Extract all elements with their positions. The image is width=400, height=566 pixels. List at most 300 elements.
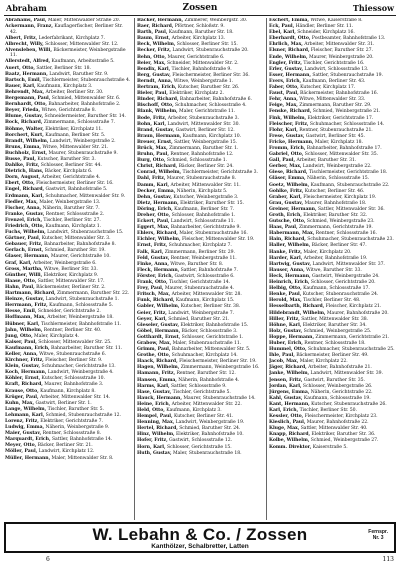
entry-details: Arbeiter, Stubenrauchstraße 3. — [167, 115, 239, 121]
entry-details: Witwe, Baruther Str. 33. — [306, 267, 362, 273]
entry-details: Kutscher, Kirchplatz 17. — [300, 85, 356, 91]
entry-details: Kaufmann, Kirchplatz 3. — [166, 408, 222, 413]
entry-name: Harms, Karl, — [137, 383, 170, 389]
directory-entry — [5, 169, 131, 175]
entry-name: Friedrich, Otto, — [5, 224, 45, 229]
directory-entry — [5, 194, 131, 200]
entry-name: Graber, Karl, — [269, 194, 302, 200]
entry-details: Maurer, Bahnhofstraße 20. — [326, 310, 389, 316]
entry-details: Maurer, Weinbergstraße 20. — [308, 54, 374, 60]
directory-entry — [269, 347, 395, 353]
entry-name: Abrahams, Paul, — [5, 18, 47, 23]
entry-name: Feige, Max, — [269, 103, 298, 109]
directory-entry — [5, 267, 131, 273]
entry-details: Fleischermeister, Kirchplatz 23. — [304, 414, 378, 420]
entry-details: Zimmermann, Weinbergstraße 16. — [180, 365, 260, 371]
entry-details: Zimmermann, Baruther Str. 1. — [169, 145, 239, 151]
directory-entry — [269, 341, 395, 347]
entry-details: Witwe, Mittenwalder Str. 21. — [42, 144, 109, 150]
entry-details: Schlosser, Mittenwalder Str. 35. — [304, 152, 379, 158]
entry-name: Hauck, Hermann, — [137, 395, 182, 401]
entry-name: Eberhardt, Otto, — [269, 36, 311, 42]
entry-name: Höhne, Karl, — [269, 322, 302, 328]
directory-entry — [269, 103, 395, 109]
directory-entry — [269, 311, 395, 317]
entry-name: Faber, Otto, — [269, 85, 299, 91]
entry-details: Arbeiter, Mittenwalder Str. 22. — [171, 401, 242, 407]
entry-name: Albrecht, Willy, — [5, 41, 44, 47]
directory-entry — [137, 451, 263, 457]
entry-name: Kuhn, Max, — [5, 400, 35, 406]
directory-entry — [137, 219, 263, 225]
entry-details: Kutscher, Mittenwalder Str. 3. — [41, 236, 111, 242]
directory-entry — [5, 358, 131, 364]
directory-entry — [137, 30, 263, 36]
entry-name: Becker, Fritz, — [137, 48, 171, 54]
directory-entry — [269, 268, 395, 274]
directory-entry — [5, 200, 131, 206]
entry-name: Eichler, Wilhelm, — [137, 237, 181, 243]
entry-name: Frese, Gustav, — [269, 133, 305, 139]
entry-name: Kant, Hermann, — [269, 401, 310, 407]
entry-details: Sattler, Mittenwalder Str. 36. — [317, 206, 385, 212]
directory-entry — [5, 364, 131, 370]
entry-details: Landwirt, Schlossstraße 11. — [170, 219, 235, 225]
entry-details: Kutscher, Stubenrauchstraße 26. — [311, 401, 387, 407]
entry-name: Hildebrandt, Wilhelm, — [269, 310, 326, 316]
entry-name: Jung, Otto, — [5, 333, 33, 339]
directory-entry — [137, 438, 263, 444]
entry-name: Allerstedt, Alfred, — [5, 59, 51, 65]
entry-details: Rentner, Bahnhofstraße 12. — [170, 152, 234, 158]
entry-name: Fehr, Anna, — [269, 97, 298, 103]
entry-name: Ende, Wilhelm, — [269, 54, 308, 60]
directory-entry — [269, 134, 395, 140]
entry-name: Hinz, Wilhelm, — [137, 432, 175, 438]
directory-entry — [137, 378, 263, 384]
entry-name: Hase, Gustav, — [137, 389, 172, 395]
directory-entry — [137, 213, 263, 219]
entry-name: Dietz, Hermann, — [137, 200, 179, 206]
entry-name: Krause, Otto, — [5, 388, 39, 394]
entry-name: Gebauer, Fritz, — [5, 242, 43, 248]
entry-details: Schuhmacher, Schlossstraße 14. — [309, 121, 385, 127]
entry-details: Kutscher, Stubenrauchstraße 24. — [302, 292, 379, 298]
entry-details: Landwirt, Stubenrauchstraße 15. — [47, 230, 124, 236]
entry-name: Lehmann, Karl, — [5, 412, 45, 418]
entry-details: Schuhmacher, Mittenwalder Str. 9. — [45, 193, 126, 199]
entry-name: Ebel, Karl, — [269, 30, 296, 36]
entry-details: Fleischer, Mittenwalder Str. 19. — [181, 237, 255, 243]
entry-details: Kaiserstraße 5. — [312, 444, 348, 450]
entry-details: Rentner, Schlossstraße 18. — [304, 340, 366, 346]
entry-details: Kaufmann, Kirchplatz 10. — [182, 133, 242, 139]
directory-entry — [5, 24, 131, 35]
entry-details: Zimmermann, Baruther Str. 29. — [299, 103, 372, 109]
entry-details: Kaufmann, Kirchplatz 3. — [36, 83, 93, 89]
directory-entry — [269, 225, 395, 231]
entry-details: Maler, Gerichtstraße 11. — [179, 109, 236, 115]
directory-entry — [5, 370, 131, 376]
entry-name: Karl, Erich, — [269, 408, 299, 413]
directory-entry — [137, 243, 263, 249]
directory-entry — [5, 236, 131, 242]
entry-details: Sattler, Bahnhofstraße 7. — [180, 267, 238, 273]
entry-name: Dietrich, Hans, — [5, 169, 44, 175]
directory-entry — [5, 303, 131, 309]
entry-details: Gastwirt, Schlossstraße 12. — [169, 438, 232, 444]
entry-details: Landwirt, Weinbergstraße 2. — [49, 138, 116, 144]
directory-entry — [269, 140, 395, 146]
entry-name: Lorenz, Fritz, — [5, 419, 39, 424]
entry-name: Bruns, Emma, — [5, 144, 41, 150]
directory-entry — [137, 396, 263, 402]
directory-entry — [137, 426, 263, 432]
entry-details: Schlosser, Bahnhofstraße 1. — [171, 213, 236, 218]
entry-details: Maler, Stubenrauchstraße 18. — [172, 450, 242, 456]
entry-name: Gerber, Max, — [269, 164, 302, 170]
directory-entry — [269, 116, 395, 122]
entry-details: Rentner, Schlossstraße 8. — [42, 431, 101, 437]
entry-name: Hartwig, Gustav, — [269, 261, 312, 267]
directory-entry — [137, 73, 263, 79]
entry-name: Grimm, Paul, — [137, 347, 171, 353]
entry-name: Müller, Hermann, — [5, 455, 51, 461]
directory-entry — [5, 242, 131, 248]
entry-details: Zimmermann, Gerichtstraße 19. — [298, 225, 373, 231]
entry-name: Kieslich, Paul, — [269, 420, 306, 426]
directory-entry — [137, 384, 263, 390]
directory-entry — [137, 207, 263, 213]
entry-details: Schmied, Stubenrauchstraße 12. — [45, 412, 121, 418]
directory-entry — [5, 352, 131, 358]
entry-name: Dehn, Gustav, — [137, 194, 172, 200]
entry-details: Maler, Mittenwalder Str. 8. — [51, 455, 114, 461]
directory-entry — [5, 419, 131, 425]
directory-entry — [269, 109, 395, 115]
page-footer — [6, 556, 394, 565]
entry-details: Sattler, Berliner Str. 18. — [36, 65, 91, 71]
directory-entry — [137, 164, 263, 170]
entry-name: Janke, Wilhelm, — [269, 371, 310, 377]
entry-details: Gastwirt, Berliner Str. 1. — [35, 400, 92, 406]
entry-name: Auert, Otto, — [5, 65, 35, 71]
entry-name: Braun, Hermann, — [137, 133, 182, 139]
entry-details: Schmied, Baruther Str. 24. — [179, 426, 241, 432]
directory-entry — [269, 36, 395, 42]
entry-details: Bahnarbeiter, Bahnhofstraße 2. — [48, 102, 121, 108]
directory-entry — [137, 189, 263, 195]
entry-details: Witwe, Stubenrauchstraße 6. — [39, 351, 107, 357]
entry-name: Bieler, Paul, — [137, 91, 168, 97]
entry-name: Fuchs, Wilhelm, — [5, 230, 46, 236]
entry-name: Engler, Fritz, — [269, 60, 302, 66]
entry-name: Beyer, Frieda, — [5, 108, 41, 114]
directory-entry — [137, 183, 263, 189]
entry-details: Kaufmann, Schlossstraße 17. — [303, 286, 370, 292]
entry-details: Landwirt, Kirchplatz 12. — [38, 449, 95, 455]
entry-details: Kutscher, Berliner Str. 46. — [304, 188, 365, 194]
entry-details: Schlosser, Gerichtstraße 20. — [310, 280, 376, 286]
entry-name: Frey, Paul, — [137, 286, 164, 292]
entry-details: Fleischermeister, Berliner Str. 36. — [172, 72, 250, 78]
directory-entry — [269, 396, 395, 402]
directory-entry — [269, 91, 395, 97]
entry-details: Arbeiter, Bahnhofstraße 21. — [308, 365, 372, 371]
directory-entry — [269, 61, 395, 67]
entry-details: Elektriker, Baruther Str. 36. — [311, 432, 376, 438]
entry-details: Tischler, Berliner Str. 50. — [299, 408, 357, 413]
entry-details: Rentner, Weinbergstraße 11. — [170, 255, 237, 261]
directory-entry — [5, 84, 131, 90]
entry-name: Ernst, Fritz, — [137, 243, 168, 249]
entry-name: Heinze, Gustav, — [5, 297, 45, 303]
entry-name: Bode, Fritz, — [137, 115, 167, 121]
entry-name: Jensen, Fritz, — [269, 377, 303, 383]
entry-name: Fiedler, Max, — [5, 199, 38, 205]
directory-entry — [269, 262, 395, 268]
entry-details: Arbeiter, Kirchplatz 13. — [171, 36, 226, 42]
entry-name: Hahn, Paul, — [5, 284, 35, 290]
directory-entry — [269, 359, 395, 365]
entry-details: Arbeiter, Weinbergstraße 6. — [33, 260, 97, 266]
entry-details: Schneider, Mittenwalder Str. 2. — [167, 60, 239, 66]
entry-details: Kutscher, Schlossstraße 10. — [41, 376, 105, 382]
entry-details: Arbeiter, Berliner Str. 30. — [45, 89, 104, 95]
entry-name: Groth, Erich, — [269, 213, 302, 218]
directory-entry — [137, 280, 263, 286]
entry-details: Gastwirt, Weinbergstraße 24. — [311, 273, 380, 279]
directory-entry — [5, 389, 131, 395]
entry-details: Kaufmann, Berliner Str. 43. — [302, 78, 366, 84]
entry-details: Kaufmann, Kirchplatz 8. — [40, 388, 96, 394]
entry-name: Faust, Paul, — [269, 91, 299, 97]
directory-entry — [5, 395, 131, 401]
header-town-name: Zossen — [182, 3, 218, 13]
directory-entry — [5, 261, 131, 267]
entry-details: Sattler, Stubenrauchstraße 19. — [312, 72, 383, 78]
ad-products: Kanthölzer, Schalbretter, Latten — [151, 543, 249, 550]
directory-entry — [269, 18, 395, 24]
directory-entry — [269, 438, 395, 444]
directory-entry — [5, 151, 131, 157]
entry-name: Henke, Paul, — [269, 292, 302, 298]
entry-name: Conrad, Wilhelm, — [137, 170, 182, 176]
column-1 — [5, 18, 131, 521]
entry-details: Sattler, Schlossstraße 9. — [170, 383, 227, 389]
directory-entry — [137, 103, 263, 109]
entry-name: Huber, Erich, — [269, 340, 303, 346]
entry-name: Berg, Gustav, — [137, 72, 171, 78]
directory-entry — [137, 445, 263, 451]
directory-entry — [5, 279, 131, 285]
entry-details: Bahnarbeiter, Bahnhofstraße 6. — [179, 97, 252, 103]
entry-name: Brandt, Wilhelm, — [5, 138, 49, 144]
entry-details: Rentner, Schlossstraße 16. — [315, 231, 377, 237]
entry-details: Fleischer, Berliner Str. 9. — [45, 358, 103, 364]
directory-entry — [137, 317, 263, 323]
directory-entry — [269, 146, 395, 152]
directory-entry — [137, 298, 263, 304]
directory-entry — [5, 66, 131, 72]
entry-details: Arbeiter, Gerichtstraße 4. — [41, 175, 101, 181]
directory-entry — [269, 256, 395, 262]
entry-name: Fink, Wilhelm, — [269, 115, 307, 121]
entry-details: Schmied, Baruther Str. 21. — [168, 316, 230, 322]
entry-name: Gabriel, Otto, — [269, 152, 304, 158]
entry-name: Glaser, Hermann, — [5, 254, 50, 260]
entry-name: Fenske, Richard, — [269, 109, 312, 115]
entry-details: Näherin, Gerichtstraße 22. — [310, 389, 373, 395]
entry-details: Arbeiter, Mittenwalder Str. 28. — [171, 292, 242, 298]
directory-entry — [137, 341, 263, 347]
entry-details: Schlosser, Berliner Str. 15. — [176, 42, 238, 48]
entry-name: Herold, Max, — [269, 298, 302, 304]
directory-entry — [137, 420, 263, 426]
entry-name: Kaiser, Paul, — [5, 339, 37, 345]
directory-entry — [269, 207, 395, 213]
entry-details: Arbeiter, Mittenwalder Str. 11. — [170, 182, 241, 188]
entry-name: Böhme, Walter, — [5, 126, 44, 132]
entry-name: Erler, Gustav, — [269, 66, 304, 72]
entry-name: Haller, Wilhelm, — [269, 243, 311, 249]
entry-details: Schlosser, Gerichtstraße 15. — [166, 444, 232, 450]
entry-details: Elektriker, Gerichtstraße 17. — [307, 115, 374, 121]
entry-details: Lederfabrikant, Kirchplatz 7. — [38, 35, 105, 41]
entry-name: Fischer, Anna, — [5, 205, 42, 211]
entry-name: Fricke, Hermann, — [269, 139, 314, 145]
directory-entry — [269, 122, 395, 128]
entry-details: Elektriker, Kirchplatz 11. — [45, 126, 103, 132]
entry-details: Maurer, Bahnhofstraße 3. — [44, 382, 104, 388]
directory-entry — [269, 55, 395, 61]
entry-name: Köhler, Ernst, — [5, 376, 41, 382]
entry-details: Tischlermeister, Stubenrauchstraße 4. — [42, 77, 131, 83]
entry-details: Arbeiter, Baruther Str. 31. — [296, 158, 357, 164]
entry-details: Sattler, Mittenwalder Str. 38. — [301, 316, 368, 322]
directory-entry — [269, 158, 395, 164]
directory-entry — [137, 195, 263, 201]
entry-name: Jürgens, Emma, — [269, 389, 310, 395]
entry-details: Tischler, Gerichtstraße 5. — [172, 389, 231, 395]
entry-name: Förster, Erich, — [137, 273, 174, 279]
directory-entry — [137, 201, 263, 207]
entry-name: Gotthardt, Ernst, — [137, 334, 181, 340]
entry-name: Krüger, Paul, — [5, 394, 39, 400]
entry-details: Bahnarbeiter, Baruther Str. 11. — [51, 345, 123, 351]
directory-entry — [269, 79, 395, 85]
directory-entry — [5, 322, 131, 328]
entry-details: Elektriker, Gerichtstraße 7. — [40, 419, 103, 424]
entry-details: Näherin, Kirchplatz 5. — [176, 188, 228, 194]
entry-details: Näherin, Bahnhofstraße 4. — [178, 377, 240, 383]
entry-details: Witwe, Berliner Str. 33. — [44, 266, 98, 272]
entry-details: Landwirt, Baruther Str. 9. — [49, 71, 109, 77]
directory-entry — [269, 30, 395, 36]
entry-details: Landwirt, Weinbergstraße 4. — [47, 370, 114, 376]
entry-details: Näherin, Schlossstraße 15. — [307, 176, 370, 182]
directory-entry — [269, 280, 395, 286]
header-rule — [4, 15, 396, 16]
entry-name: Burg, Otto, — [137, 158, 166, 164]
directory-entry — [5, 96, 131, 102]
entry-details: Schlosser, Mittenwalder Str. 12. — [45, 41, 119, 47]
directory-entry — [269, 219, 395, 225]
entry-name: Gall, Paul, — [269, 158, 296, 164]
entry-name: Heck, Hermann, — [269, 273, 311, 279]
entry-details: Tischlermeister, Gerichtstraße 18. — [308, 170, 388, 176]
entry-details: Rentner, Schlossstraße 2. — [45, 211, 105, 217]
directory-entry — [5, 175, 131, 181]
entry-name: Dahl, Fritz, — [137, 176, 166, 182]
entry-details: Rentner, Baruther Str. 12. — [176, 371, 236, 377]
entry-details: Fleischermeister, Berliner Str. 19. — [179, 359, 257, 365]
directory-entry — [5, 72, 131, 78]
entry-name: Hofer, Fritz, — [137, 438, 168, 444]
directory-entry — [137, 286, 263, 292]
directory-entry — [137, 347, 263, 353]
entry-details: Arbeiter, Weinbergstraße 18. — [47, 315, 114, 321]
entry-name: Koch, Hermann, — [5, 370, 47, 376]
entry-name: Funk, Richard, — [137, 298, 175, 304]
entry-details: Maler, Kirchplatz 4. — [34, 333, 80, 339]
entry-name: Bruhn, Paul, — [137, 152, 169, 158]
entry-name: Erdmann, Karl, — [5, 193, 44, 199]
directory-entry — [5, 401, 131, 407]
entry-name: Gerlach, Ernst, — [5, 248, 44, 254]
entry-details: Kaufmann, Baruther Str. 18. — [168, 30, 234, 36]
entry-details: Schuhmacher, Gerichtstraße 13. — [41, 364, 116, 370]
directory-entry — [269, 231, 395, 237]
entry-name: Graf, Karl, — [5, 260, 32, 266]
entry-name: Hoffmann, Max, — [5, 315, 46, 321]
entry-details: Schneidermeister, Baruther Str. 14. — [44, 114, 126, 120]
entry-details: Landwirt, Weinbergstraße 7. — [168, 310, 235, 316]
entry-name: Ehlers, Richard, — [137, 231, 178, 237]
entry-details: Zimmermann, Baruther Str. 22. — [57, 291, 130, 297]
entry-name: Grau, Gustav, — [269, 200, 304, 206]
entry-details: Bäckermeister, Bahnhofstraße 16. — [300, 91, 379, 97]
entry-details: Arbeiter, Mittenwalder Str. 14. — [39, 394, 111, 400]
entry-details: Kaufmann, Arbeitsstraße 5. — [51, 59, 115, 65]
column-divider — [266, 18, 267, 520]
directory-entry — [269, 183, 395, 189]
directory-entry — [269, 335, 395, 341]
entry-name: Eckert, Paul, — [137, 219, 170, 225]
directory-entry — [269, 445, 395, 451]
entry-details: Sattler, Mittenwalder Str. 17. — [37, 278, 105, 284]
directory-entry — [137, 408, 263, 414]
entry-name: Dorn, August, — [5, 175, 41, 181]
entry-details: Witwe, Kaiserstraße 8. — [310, 18, 363, 23]
entry-name: Maier, Gustav, — [5, 431, 42, 437]
directory-entry — [269, 67, 395, 73]
entry-details: Witwe, Baruther Str. 8. — [170, 261, 224, 267]
directory-entry — [5, 187, 131, 193]
entry-details: Maler, Mittenwalder Straße 20. — [47, 18, 121, 23]
directory-entry — [137, 335, 263, 341]
directory-entry — [137, 353, 263, 359]
entry-name: Geyer, Karl, — [137, 316, 167, 322]
directory-entry — [137, 152, 263, 158]
entry-details: Maurer, Stubenrauchstraße 4. — [164, 286, 235, 292]
entry-details: Landwirt, Stubenrauchstraße 1. — [45, 297, 119, 303]
entry-details: Schlosser, Berliner Str. 44. — [40, 163, 102, 169]
entry-name: Komm. Direktor, — [269, 444, 312, 450]
directory-entry — [269, 213, 395, 219]
entry-details: Maler, Weinbergstraße 13. — [39, 199, 101, 205]
entry-name: Klein, Gustav, — [5, 364, 41, 370]
